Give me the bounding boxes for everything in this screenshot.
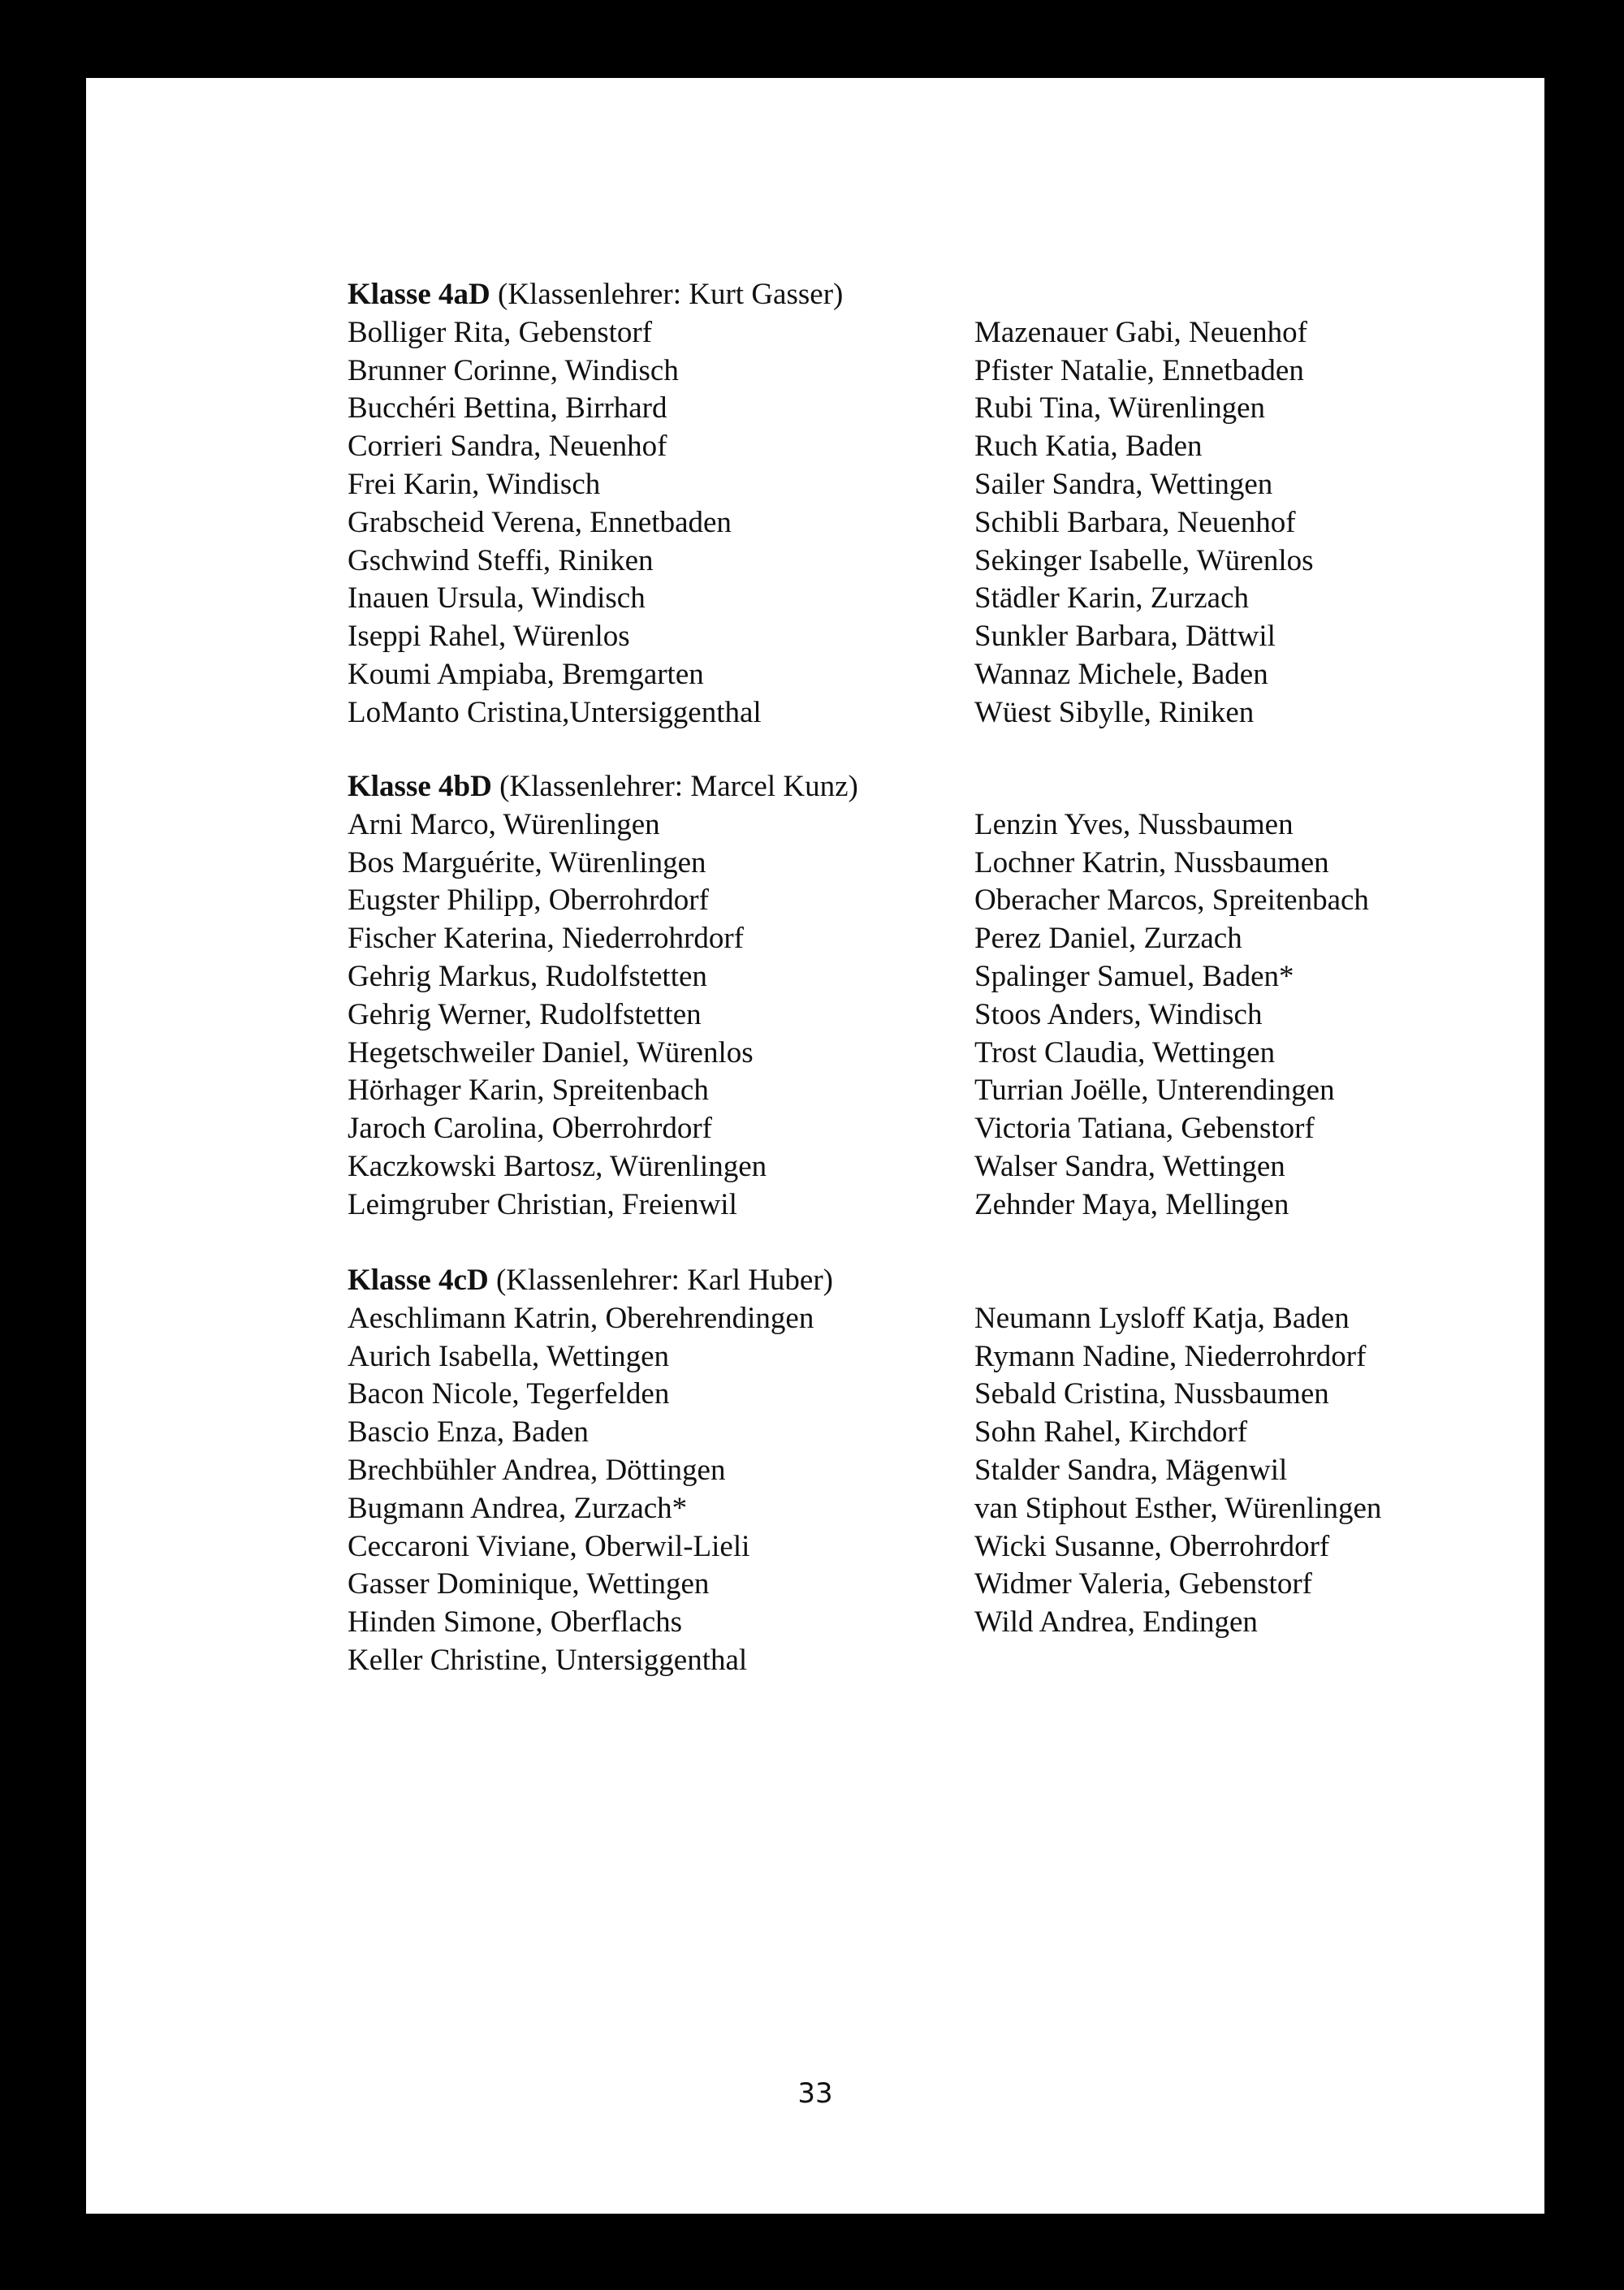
student-entry: Widmer Valeria, Gebenstorf — [974, 1567, 1312, 1601]
student-entry: Wicki Susanne, Oberrohrdorf — [974, 1529, 1330, 1563]
student-entry: Jaroch Carolina, Oberrohrdorf — [348, 1112, 712, 1146]
student-entry: Bucchéri Bettina, Birrhard — [348, 391, 667, 426]
class-name: Klasse 4bD — [348, 770, 492, 803]
student-entry: Wüest Sibylle, Riniken — [974, 695, 1255, 729]
student-entry: Perez Daniel, Zurzach — [974, 922, 1242, 956]
student-entry: Gehrig Markus, Rudolfstetten — [348, 959, 707, 993]
student-entry: Lochner Katrin, Nussbaumen — [974, 845, 1329, 879]
student-entry: Bugmann Andrea, Zurzach* — [348, 1491, 688, 1525]
student-entry: Walser Sandra, Wettingen — [974, 1149, 1285, 1183]
student-entry: Koumi Ampiaba, Bremgarten — [348, 657, 704, 691]
student-entry: Mazenauer Gabi, Neuenhof — [974, 315, 1307, 349]
student-entry: Bacon Nicole, Tegerfelden — [348, 1377, 670, 1411]
student-entry: Gehrig Werner, Rudolfstetten — [348, 997, 702, 1031]
student-entry: Victoria Tatiana, Gebenstorf — [974, 1112, 1315, 1146]
class-name: Klasse 4cD — [348, 1264, 489, 1297]
student-entry: Hegetschweiler Daniel, Würenlos — [348, 1035, 754, 1069]
class-heading — [348, 1262, 932, 1300]
right-column — [974, 806, 1559, 1225]
student-entry: Trost Claudia, Wettingen — [974, 1035, 1276, 1069]
student-entry: Inauen Ursula, Windisch — [348, 581, 646, 616]
student-entry: Stalder Sandra, Mägenwil — [974, 1453, 1288, 1487]
student-entry: Kaczkowski Bartosz, Würenlingen — [348, 1149, 767, 1183]
student-entry: Zehnder Maya, Mellingen — [974, 1187, 1289, 1221]
student-entry: Aeschlimann Katrin, Oberehrendingen — [348, 1301, 814, 1335]
student-entry: Neumann Lysloff Katja, Baden — [974, 1301, 1350, 1335]
student-entry: Gschwind Steffi, Riniken — [348, 543, 654, 577]
student-entry: Sekinger Isabelle, Würenlos — [974, 543, 1314, 577]
student-entry: Ruch Katia, Baden — [974, 430, 1203, 464]
page-number: 33 — [797, 2077, 833, 2110]
student-entry: Keller Christine, Untersiggenthal — [348, 1643, 748, 1677]
student-entry: Bos Marguérite, Würenlingen — [348, 845, 706, 879]
class-teacher: (Klassenlehrer: Marcel Kunz) — [491, 770, 858, 803]
student-entry: Fischer Katerina, Niederrohrdorf — [348, 922, 744, 956]
student-entry: Brunner Corinne, Windisch — [348, 353, 679, 387]
student-entry: Grabscheid Verena, Ennetbaden — [348, 505, 732, 539]
student-entry: Rubi Tina, Würenlingen — [974, 391, 1266, 426]
student-entry: Hörhager Karin, Spreitenbach — [348, 1074, 709, 1108]
student-entry: Eugster Philipp, Oberrohrdorf — [348, 884, 709, 918]
student-entry: Corrieri Sandra, Neuenhof — [348, 430, 667, 464]
student-entry: Schibli Barbara, Neuenhof — [974, 505, 1296, 539]
student-entry: Gasser Dominique, Wettingen — [348, 1567, 710, 1601]
student-entry: Pfister Natalie, Ennetbaden — [974, 353, 1304, 387]
student-entry: Städler Karin, Zurzach — [974, 581, 1249, 616]
class-heading — [348, 276, 932, 314]
student-entry: Turrian Joëlle, Unterendingen — [974, 1074, 1335, 1108]
right-column — [974, 314, 1559, 732]
student-entry: Sailer Sandra, Wettingen — [974, 467, 1273, 501]
student-entry: Lenzin Yves, Nussbaumen — [974, 807, 1294, 841]
student-entry: Wild Andrea, Endingen — [974, 1605, 1258, 1640]
student-entry: Stoos Anders, Windisch — [974, 997, 1263, 1031]
student-entry: Rymann Nadine, Niederrohrdorf — [974, 1339, 1367, 1373]
student-entry: LoManto Cristina,Untersiggenthal — [348, 695, 762, 729]
student-entry: Frei Karin, Windisch — [348, 467, 601, 501]
student-entry: Sunkler Barbara, Dättwil — [974, 620, 1276, 654]
student-entry: Ceccaroni Viviane, Oberwil-Lieli — [348, 1529, 750, 1563]
student-entry: van Stiphout Esther, Würenlingen — [974, 1491, 1382, 1525]
student-entry: Bascio Enza, Baden — [348, 1415, 589, 1450]
right-column — [974, 1300, 1559, 1642]
student-entry: Sebald Cristina, Nussbaumen — [974, 1377, 1329, 1411]
left-column — [348, 276, 932, 732]
left-column — [348, 1262, 932, 1680]
student-entry: Aurich Isabella, Wettingen — [348, 1339, 670, 1373]
student-entry: Oberacher Marcos, Spreitenbach — [974, 884, 1369, 918]
student-entry: Bolliger Rita, Gebenstorf — [348, 315, 653, 349]
student-entry: Hinden Simone, Oberflachs — [348, 1605, 683, 1640]
student-entry: Iseppi Rahel, Würenlos — [348, 620, 630, 654]
left-column — [348, 768, 932, 1225]
student-entry: Wannaz Michele, Baden — [974, 657, 1268, 691]
class-name: Klasse 4aD — [348, 278, 490, 311]
class-heading — [348, 768, 932, 806]
student-entry: Arni Marco, Würenlingen — [348, 807, 660, 841]
class-teacher: (Klassenlehrer: Kurt Gasser) — [490, 278, 844, 311]
document-page — [86, 78, 1544, 2214]
student-entry: Leimgruber Christian, Freienwil — [348, 1187, 737, 1221]
student-entry: Spalinger Samuel, Baden* — [974, 959, 1294, 993]
student-entry: Brechbühler Andrea, Döttingen — [348, 1453, 726, 1487]
class-teacher: (Klassenlehrer: Karl Huber) — [488, 1264, 833, 1297]
student-entry: Sohn Rahel, Kirchdorf — [974, 1415, 1248, 1450]
